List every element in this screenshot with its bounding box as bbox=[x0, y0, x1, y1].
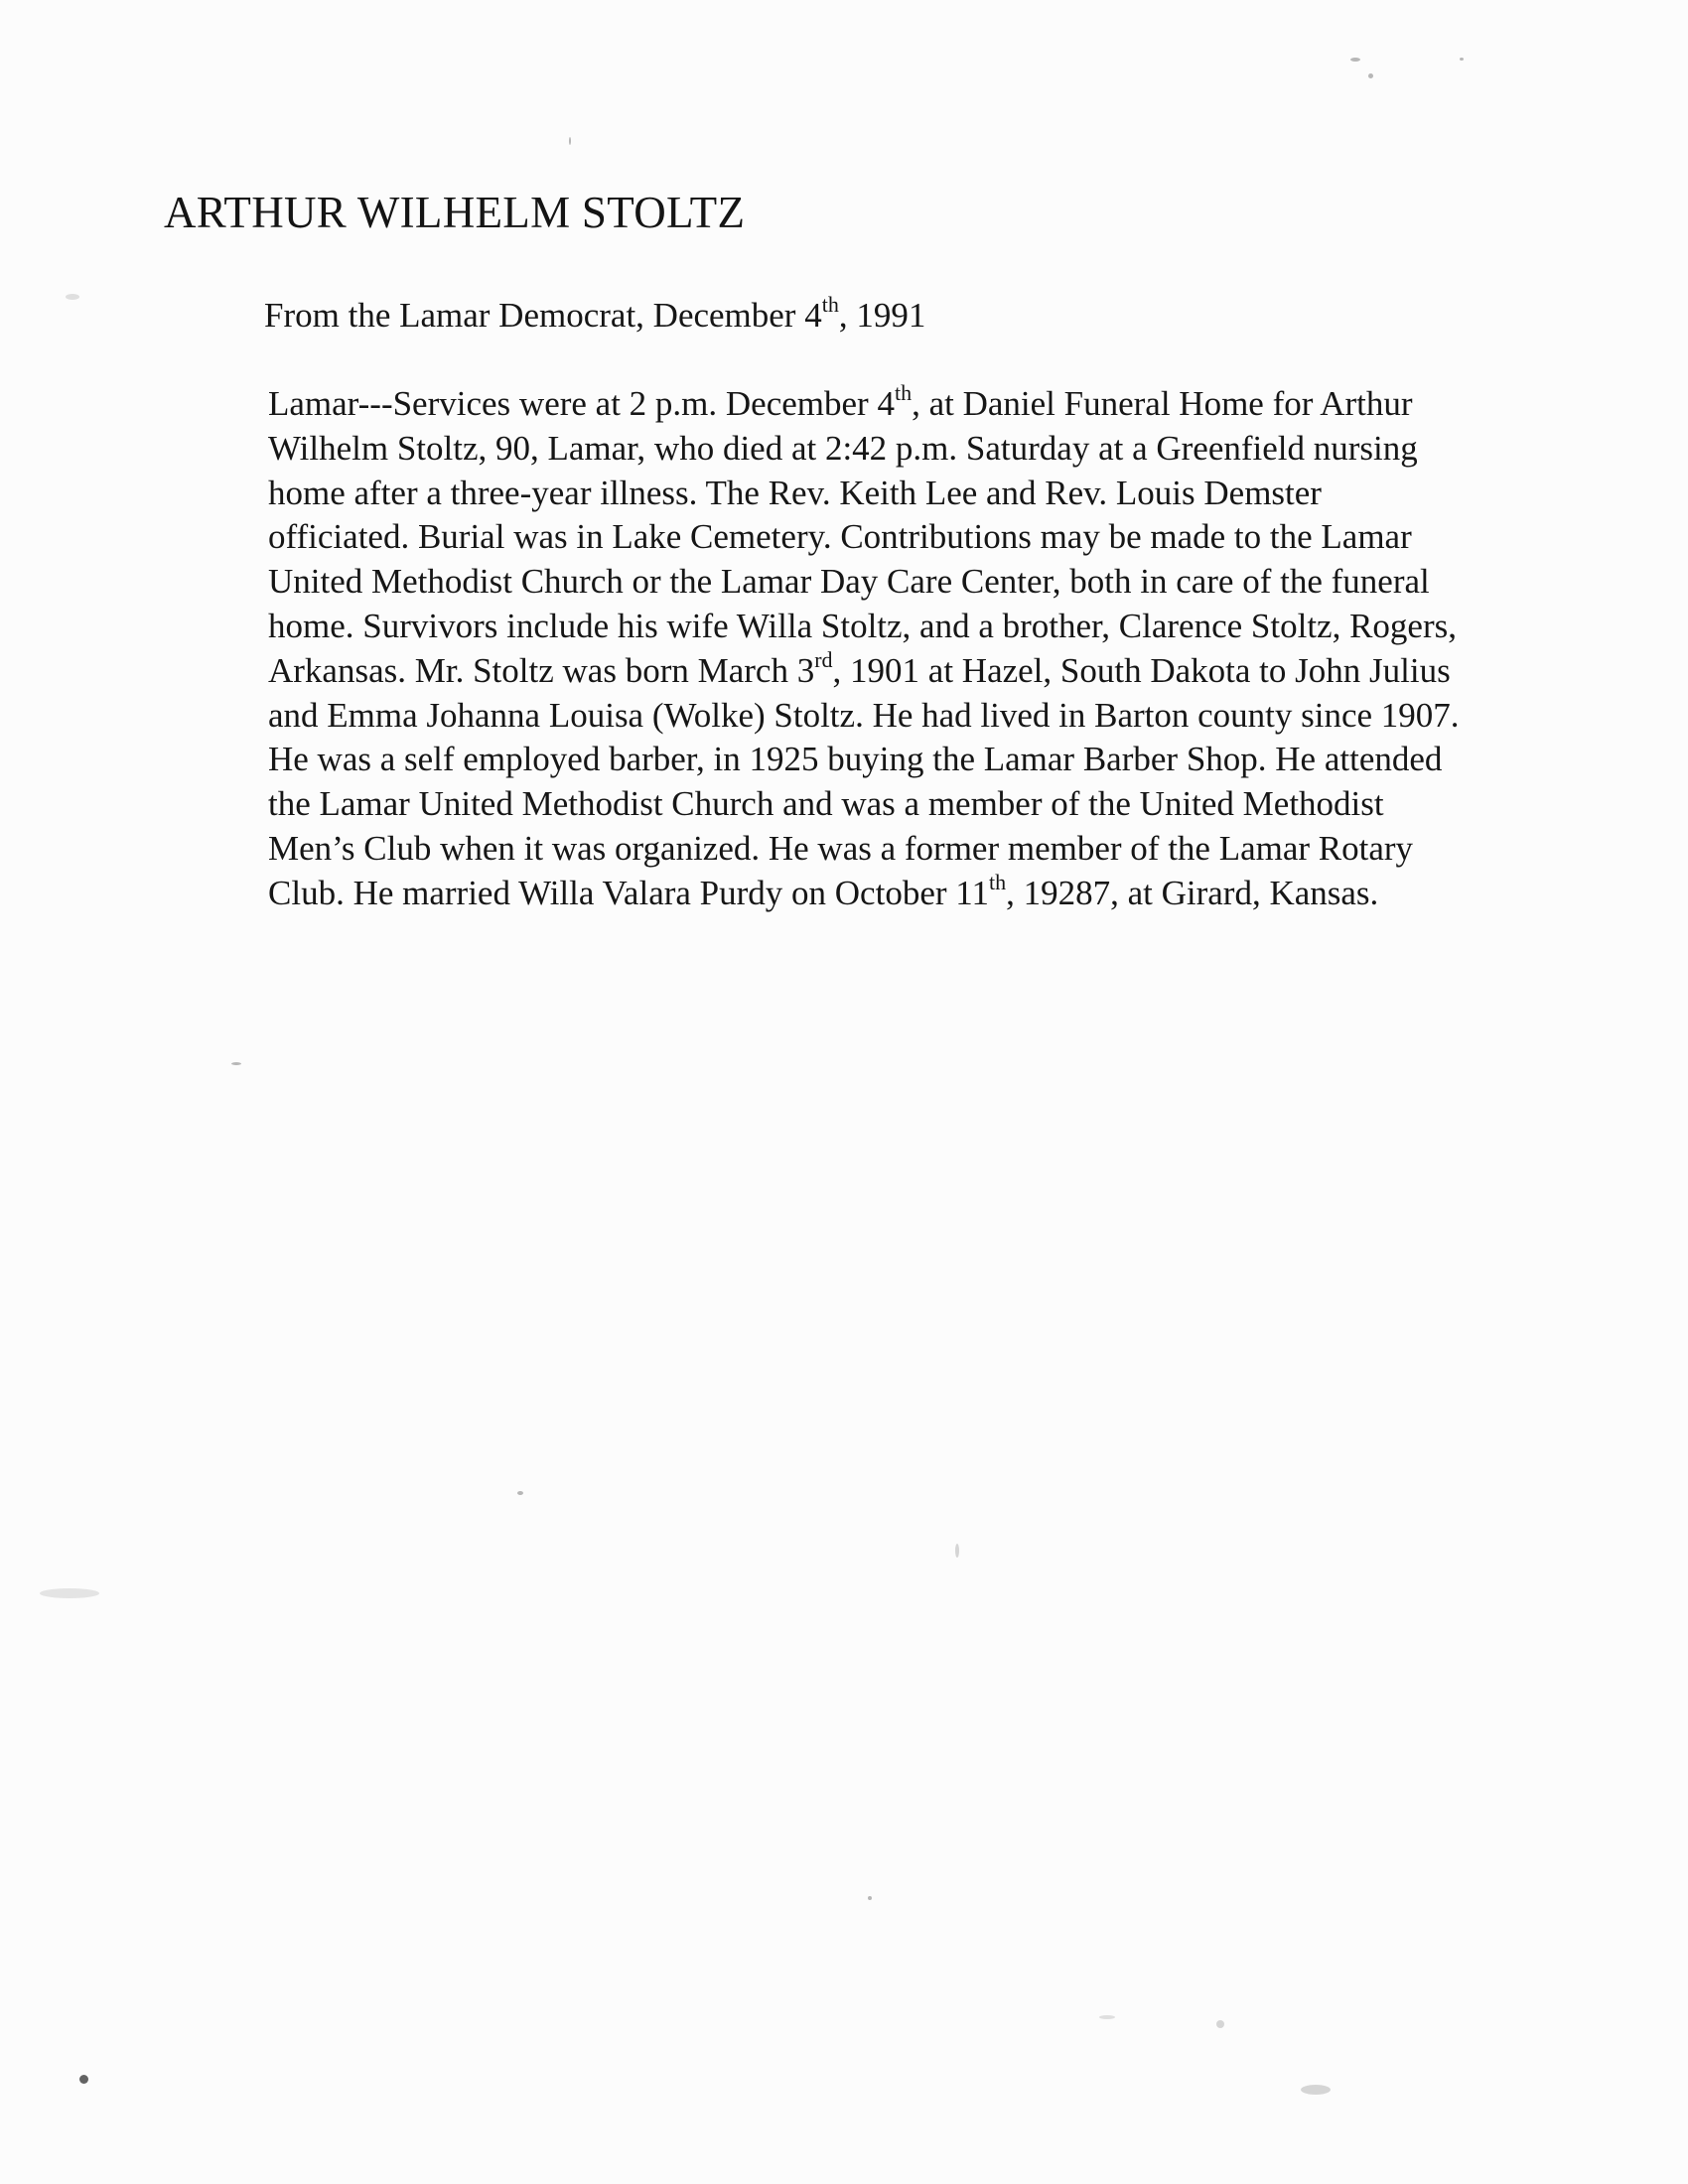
line-text: Arkansas. Mr. Stoltz was born March 3 bbox=[268, 650, 815, 690]
paragraph-line bbox=[268, 605, 1628, 649]
line-text: Wilhelm Stoltz, 90, Lamar, who died at 2:42 p.m. Saturday at a Greenfield nursing bbox=[268, 428, 1418, 468]
line-text: Club. He married Willa Valara Purdy on October 11 bbox=[268, 873, 989, 912]
line-text: Men’s Club when it was organized. He was a former member of the Lamar Rotary bbox=[268, 828, 1414, 868]
paragraph-line bbox=[268, 382, 1628, 427]
line-text: , 19287, at Girard, Kansas. bbox=[1006, 873, 1379, 912]
scan-speck bbox=[517, 1491, 523, 1495]
line-text: the Lamar United Methodist Church and was a member of the United Methodist bbox=[268, 784, 1384, 824]
line-text: He was a self employed barber, in 1925 buying the Lamar Barber Shop. He attended bbox=[268, 740, 1443, 779]
scan-speck bbox=[1301, 2085, 1331, 2095]
line-text: , 1901 at Hazel, South Dakota to John Julius bbox=[832, 650, 1451, 690]
obituary-paragraph bbox=[268, 382, 1628, 916]
scan-speck bbox=[1460, 58, 1464, 61]
paragraph-line bbox=[268, 472, 1628, 516]
scan-speck bbox=[1368, 73, 1373, 78]
paragraph-line bbox=[268, 872, 1628, 916]
scan-speck bbox=[569, 137, 571, 145]
line-text: and Emma Johanna Louisa (Wolke) Stoltz. He had lived in Barton county since 1907. bbox=[268, 695, 1460, 735]
scan-speck bbox=[66, 294, 79, 300]
source-line-prefix: From the Lamar Democrat, December 4 bbox=[264, 296, 822, 335]
scan-speck bbox=[955, 1544, 959, 1558]
paragraph-line bbox=[268, 738, 1628, 782]
ordinal-superscript: th bbox=[894, 380, 913, 406]
line-text: Lamar---Services were at 2 p.m. December 4 bbox=[268, 384, 895, 423]
scan-speck bbox=[1350, 58, 1360, 62]
paragraph-line bbox=[268, 515, 1628, 560]
scan-speck bbox=[1099, 2015, 1115, 2019]
line-text: , at Daniel Funeral Home for Arthur bbox=[912, 384, 1413, 423]
paragraph-line bbox=[268, 427, 1628, 472]
paragraph-line bbox=[268, 560, 1628, 605]
paragraph-line bbox=[268, 782, 1628, 827]
ordinal-superscript: rd bbox=[814, 647, 833, 673]
scan-speck bbox=[868, 1896, 872, 1900]
line-text: home. Survivors include his wife Willa Stoltz, and a brother, Clarence Stoltz, Rogers, bbox=[268, 606, 1457, 645]
scan-speck bbox=[231, 1062, 241, 1065]
source-line-superscript: th bbox=[821, 292, 839, 318]
scan-speck bbox=[79, 2075, 88, 2084]
document-title: ARTHUR WILHELM STOLTZ bbox=[164, 188, 746, 237]
paragraph-line bbox=[268, 827, 1628, 872]
paragraph-line bbox=[268, 649, 1628, 694]
paragraph-line bbox=[268, 694, 1628, 739]
scan-speck bbox=[40, 1588, 99, 1598]
scan-speck bbox=[1216, 2020, 1224, 2028]
line-text: officiated. Burial was in Lake Cemetery. Contributions may be made to the Lamar bbox=[268, 517, 1412, 557]
source-line-suffix: , 1991 bbox=[838, 296, 926, 335]
ordinal-superscript: th bbox=[988, 870, 1007, 895]
line-text: United Methodist Church or the Lamar Day Care Center, both in care of the funeral bbox=[268, 562, 1430, 602]
source-line bbox=[264, 292, 926, 336]
line-text: home after a three-year illness. The Rev. Keith Lee and Rev. Louis Demster bbox=[268, 473, 1322, 512]
